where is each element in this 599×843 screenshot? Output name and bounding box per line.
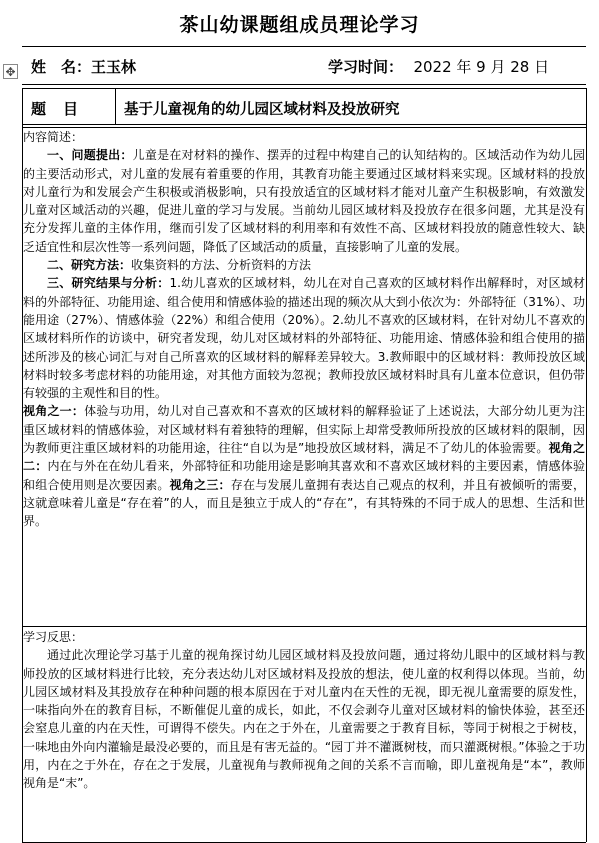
- rule-top: [22, 46, 586, 47]
- table-move-handle-icon[interactable]: ✥: [3, 64, 18, 79]
- perspective-1-text: 体验与功用，幼儿对自己喜欢和不喜欢的区域材料的解释验证了上述说法，大部分幼儿更为注重区域材料的情感体验，对区域材料有着独特的理解，但实际上却常受教师所投放的区域材料的限制，因为教师更注重区域材料的功能用途，往往“自以为是”地投放区域材料，满足不了幼儿的体验需要。: [23, 404, 585, 456]
- results-heading: 三、研究结果与分析：: [47, 276, 170, 291]
- problem-heading: 一、问题提出：: [47, 148, 133, 163]
- rule-before-reflection: [22, 626, 586, 627]
- perspective-2-heading: 视角之二：: [23, 441, 585, 474]
- summary-paragraph-method: [23, 256, 585, 274]
- perspective-3-heading: 视角之三：: [169, 477, 231, 492]
- perspective-2-text: 内在与外在在幼儿看来，外部特征和功能用途是影响其喜欢和不喜欢区域材料的主要因素，情感体验和组合使用则是次要因素。: [23, 459, 585, 492]
- study-time-label: 学习时间：: [328, 58, 404, 76]
- method-heading: 二、研究方法：: [47, 258, 132, 273]
- perspective-3-text: 存在与发展儿童拥有表达自己观点的权利，并且有被倾听的需要，这就意味着儿童是“存在着”的人，而且是独立于成人的“存在”，有其特殊的不同于成人的思想、生活和世界。: [23, 477, 585, 529]
- name-field: [31, 56, 136, 77]
- rule-under-topic-outer: [22, 88, 586, 89]
- reflection-label: 学习反思：: [23, 630, 84, 644]
- topic-label: 题目: [31, 100, 96, 118]
- summary-section: [23, 128, 585, 531]
- rule-under-topic: [22, 124, 586, 125]
- reflection-section: [23, 628, 585, 793]
- document-title: 茶山幼课题组成员理论学习: [179, 14, 420, 36]
- results-text: 1.幼儿喜欢的区域材料，幼儿在对自己喜欢的区域材料作出解释时，对区域材料的外部特征、功能用途、组合使用和情感体验的描述出现的频次从大到小依次为：外部特征（31%）、功能用途（27%）、情感体验（22%）和组合使用（20%）。2.幼儿不喜欢的区域材料，在针对幼儿不喜欢的区域材料所作的访谈中，研究者发现，幼儿对区域材料的外部特征、功能用途、情感体验和组合使用的描述所涉及的核心词汇与对自己所喜欢的区域材料的解释差异较大。3.教师眼中的区域材料：教师投放区域材料时较多考虑材料的功能用途，对其他方面较为忽视；教师投放区域材料时具有儿童本位意识，但仍带有较强的主观性和目的性。: [23, 276, 585, 401]
- reflection-text: 通过此次理论学习基于儿童的视角探讨幼儿园区域材料及投放问题，通过将幼儿眼中的区域材料与教师投放的区域材料进行比较，充分表达幼儿对区域材料及投放的想法，使儿童的权利得以体现。当前，幼儿园区域材料及其投放存在种种问题的根本原因在于对儿童内在天性的无视，即无视儿童需要的原发性，一味指向外在的教育目标，不断催促儿童的成长，如此，不仅会剥夺儿童对区域材料的愉快体验，甚至还会窒息儿童的内在天性，可谓得不偿失。内在之于外在，儿童需要之于教育目标，等同于树根之于树枝，一味地由外向内灌输是最没必要的，而且是有害无益的。“园丁并不灌溉树枝，而只灌溉树根。”体验之于功用，内在之于外在，存在之于发展，儿童视角与教师视角之间的关系不言而喻，即儿童视角是“本”，教师视角是“末”。: [23, 648, 585, 791]
- name-label: 姓 名：: [31, 58, 92, 76]
- rule-topic-divider: [115, 88, 116, 125]
- topic-value: 基于儿童视角的幼儿园区域材料及投放研究: [124, 102, 400, 118]
- study-time-field: [328, 56, 549, 77]
- study-time-value: 2022 年 9 月 28 日: [413, 58, 550, 76]
- rule-right: [586, 88, 587, 842]
- perspective-1-heading: 视角之一：: [23, 404, 85, 419]
- summary-paragraph-problem: [23, 146, 585, 256]
- name-value: 王玉林: [91, 58, 137, 76]
- problem-text: 儿童是在对材料的操作、摆弄的过程中构建自己的认知结构的。区域活动作为幼儿园的主要活动形式，对儿童的发展有着重要的作用，其教育功能主要通过区域材料来实现。区域材料的投放对儿童行为和发展会产生积极或消极影响，只有投放适宜的区域材料才能对儿童产生积极影响，有效激发儿童对区域活动的兴趣，促进儿童的学习与发展。当前幼儿园区域材料及投放存在很多问题，尤其是没有充分发挥儿童的主体作用，继而引发了区域材料的利用率和有效性不高、区域材料投放的随意性较大、缺乏适宜性和层次性等一系列问题，降低了区域活动的质量，直接影响了儿童的发展。: [23, 148, 585, 254]
- summary-label: 内容简述：: [23, 130, 84, 144]
- method-text: 收集资料的方法、分析资料的方法: [131, 258, 312, 273]
- rule-under-header: [22, 84, 586, 85]
- summary-paragraph-perspectives: [23, 402, 585, 530]
- summary-paragraph-results: [23, 274, 585, 402]
